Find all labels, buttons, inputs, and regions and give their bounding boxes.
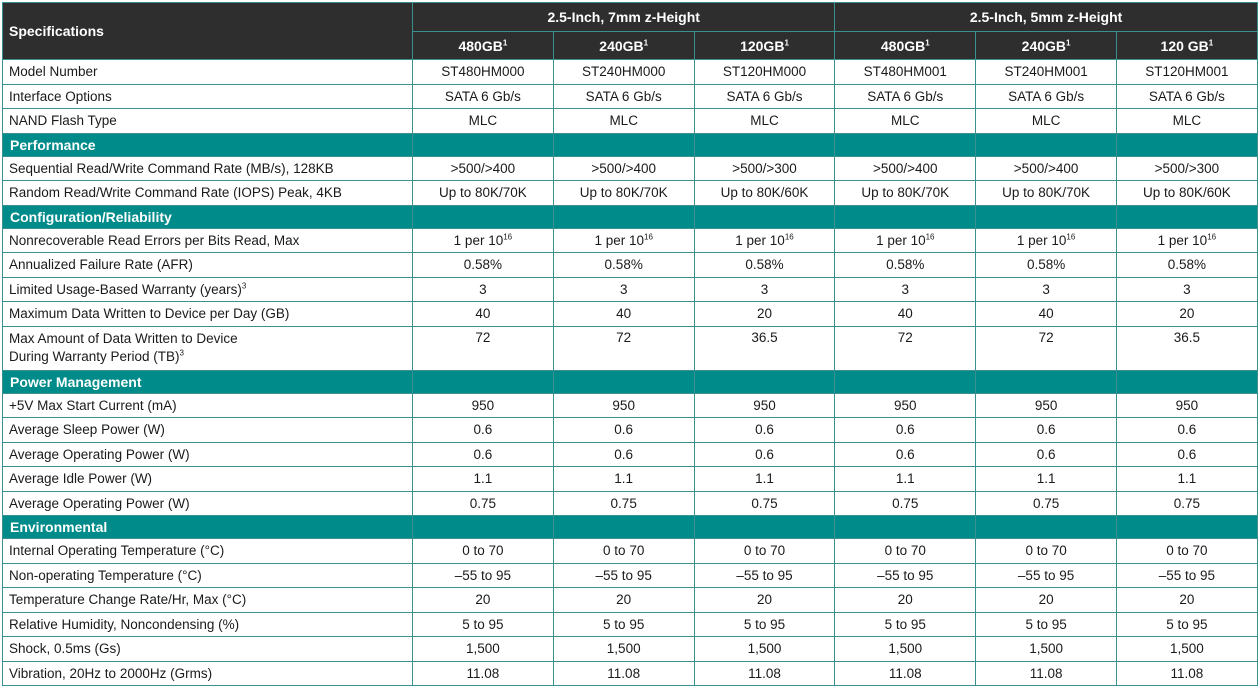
table-cell: 1.1: [1116, 467, 1257, 492]
table-cell: MLC: [1116, 109, 1257, 134]
table-cell: 0.75: [413, 491, 554, 516]
table-cell: ST120HM000: [694, 60, 835, 85]
table-cell: 3: [694, 277, 835, 302]
table-cell: Up to 80K/70K: [976, 181, 1117, 206]
row-label: Limited Usage-Based Warranty (years)$^3$: [3, 277, 413, 302]
table-cell: 0.75: [694, 491, 835, 516]
table-cell: 20: [1116, 588, 1257, 613]
table-row: [3, 60, 1258, 85]
table-cell: 0.6: [976, 442, 1117, 467]
table-cell: –55 to 95: [976, 563, 1117, 588]
table-cell: SATA 6 Gb/s: [413, 84, 554, 109]
table-cell: SATA 6 Gb/s: [1116, 84, 1257, 109]
table-cell: 0.6: [835, 418, 976, 443]
row-label: Average Operating Power (W): [3, 442, 413, 467]
table-cell: 0.58%: [976, 253, 1117, 278]
table-cell: MLC: [976, 109, 1117, 134]
table-cell: Up to 80K/70K: [413, 181, 554, 206]
table-cell: ST120HM001: [1116, 60, 1257, 85]
table-cell: 0.58%: [835, 253, 976, 278]
table-cell: 0.75: [1116, 491, 1257, 516]
section-filler-cell: [835, 370, 976, 393]
section-header-row: [3, 133, 1258, 156]
table-cell: 0 to 70: [694, 539, 835, 564]
table-cell: 11.08: [976, 661, 1117, 686]
table-cell: 950: [413, 393, 554, 418]
capacity-header: $480GB^1$: [835, 32, 976, 60]
table-cell: 0.6: [694, 418, 835, 443]
table-cell: 1.1: [553, 467, 694, 492]
table-row: [3, 326, 1258, 370]
table-cell: 950: [976, 393, 1117, 418]
table-cell: 0.6: [976, 418, 1117, 443]
spec-table: [2, 2, 1258, 686]
row-label: Shock, 0.5ms (Gs): [3, 637, 413, 662]
table-cell: 11.08: [694, 661, 835, 686]
section-filler-cell: [1116, 370, 1257, 393]
table-cell: 0.6: [413, 418, 554, 443]
table-cell: 1,500: [694, 637, 835, 662]
table-cell: 1 per $10^{16}$: [835, 228, 976, 253]
row-label: Maximum Data Written to Device per Day (GB): [3, 302, 413, 327]
table-cell: 3: [835, 277, 976, 302]
row-label: Random Read/Write Command Rate (IOPS) Peak, 4KB: [3, 181, 413, 206]
section-filler-cell: [835, 516, 976, 539]
table-cell: 1 per $10^{16}$: [553, 228, 694, 253]
table-cell: 950: [835, 393, 976, 418]
table-row: [3, 491, 1258, 516]
table-cell: MLC: [553, 109, 694, 134]
table-cell: 5 to 95: [1116, 612, 1257, 637]
section-filler-cell: [694, 370, 835, 393]
table-row: [3, 442, 1258, 467]
table-cell: 0.6: [553, 418, 694, 443]
table-cell: 40: [976, 302, 1117, 327]
table-cell: Up to 80K/70K: [553, 181, 694, 206]
table-cell: 0.75: [976, 491, 1117, 516]
section-filler-cell: [413, 516, 554, 539]
table-cell: 36.5: [1116, 326, 1257, 370]
table-cell: 0.6: [1116, 418, 1257, 443]
table-cell: –55 to 95: [1116, 563, 1257, 588]
table-cell: 5 to 95: [976, 612, 1117, 637]
section-filler-cell: [413, 133, 554, 156]
section-filler-cell: [976, 370, 1117, 393]
row-label: Sequential Read/Write Command Rate (MB/s), 128KB: [3, 156, 413, 181]
table-cell: 950: [1116, 393, 1257, 418]
section-filler-cell: [1116, 205, 1257, 228]
section-filler-cell: [976, 205, 1117, 228]
section-filler-cell: [413, 205, 554, 228]
table-row: [3, 588, 1258, 613]
table-row: [3, 418, 1258, 443]
table-cell: 3: [553, 277, 694, 302]
table-cell: 1 per $10^{16}$: [694, 228, 835, 253]
table-cell: 1,500: [553, 637, 694, 662]
table-cell: 5 to 95: [413, 612, 554, 637]
section-title: Configuration/Reliability: [3, 205, 413, 228]
table-cell: 20: [694, 302, 835, 327]
section-title: Power Management: [3, 370, 413, 393]
section-filler-cell: [835, 205, 976, 228]
table-row: [3, 228, 1258, 253]
table-cell: Up to 80K/60K: [694, 181, 835, 206]
table-cell: >500/>300: [1116, 156, 1257, 181]
row-label: Average Operating Power (W): [3, 491, 413, 516]
table-cell: 11.08: [1116, 661, 1257, 686]
table-row: [3, 109, 1258, 134]
section-filler-cell: [413, 370, 554, 393]
table-cell: 0 to 70: [413, 539, 554, 564]
capacity-header: $120GB^1$: [694, 32, 835, 60]
table-cell: Up to 80K/70K: [835, 181, 976, 206]
table-row: [3, 563, 1258, 588]
table-cell: –55 to 95: [835, 563, 976, 588]
table-cell: 0 to 70: [553, 539, 694, 564]
table-cell: 1 per $10^{16}$: [413, 228, 554, 253]
table-cell: 1 per $10^{16}$: [976, 228, 1117, 253]
section-filler-cell: [553, 516, 694, 539]
capacity-header: 120 $GB^1$: [1116, 32, 1257, 60]
table-cell: 5 to 95: [694, 612, 835, 637]
table-cell: 72: [413, 326, 554, 370]
row-label: Interface Options: [3, 84, 413, 109]
table-row: [3, 277, 1258, 302]
row-label: Model Number: [3, 60, 413, 85]
table-cell: ST480HM001: [835, 60, 976, 85]
table-cell: 40: [553, 302, 694, 327]
table-cell: 36.5: [694, 326, 835, 370]
table-row: [3, 637, 1258, 662]
table-cell: MLC: [413, 109, 554, 134]
table-cell: >500/>400: [835, 156, 976, 181]
table-cell: 950: [553, 393, 694, 418]
section-header-row: [3, 370, 1258, 393]
table-cell: 0.6: [413, 442, 554, 467]
section-filler-cell: [1116, 516, 1257, 539]
table-cell: ST480HM000: [413, 60, 554, 85]
table-cell: 0.75: [553, 491, 694, 516]
table-cell: 0 to 70: [1116, 539, 1257, 564]
table-cell: 3: [976, 277, 1117, 302]
table-row: [3, 467, 1258, 492]
capacity-header: $240GB^1$: [976, 32, 1117, 60]
row-label: Average Idle Power (W): [3, 467, 413, 492]
table-cell: 3: [1116, 277, 1257, 302]
table-cell: 11.08: [553, 661, 694, 686]
table-cell: 5 to 95: [835, 612, 976, 637]
table-cell: 20: [1116, 302, 1257, 327]
table-cell: 11.08: [413, 661, 554, 686]
section-header-row: [3, 516, 1258, 539]
table-cell: 0.58%: [413, 253, 554, 278]
section-filler-cell: [976, 516, 1117, 539]
table-cell: 950: [694, 393, 835, 418]
table-cell: SATA 6 Gb/s: [553, 84, 694, 109]
table-cell: –55 to 95: [694, 563, 835, 588]
section-filler-cell: [835, 133, 976, 156]
section-title: Environmental: [3, 516, 413, 539]
table-cell: –55 to 95: [553, 563, 694, 588]
table-cell: 0.58%: [694, 253, 835, 278]
row-label: +5V Max Start Current (mA): [3, 393, 413, 418]
table-row: [3, 393, 1258, 418]
section-filler-cell: [694, 133, 835, 156]
row-label: Annualized Failure Rate (AFR): [3, 253, 413, 278]
table-cell: 3: [413, 277, 554, 302]
table-cell: 20: [553, 588, 694, 613]
capacity-header: $480GB^1$: [413, 32, 554, 60]
table-cell: ST240HM000: [553, 60, 694, 85]
table-cell: 0.6: [835, 442, 976, 467]
group-header-5mm: 2.5-Inch, 5mm z-Height: [835, 3, 1257, 32]
table-cell: >500/>300: [694, 156, 835, 181]
section-filler-cell: [553, 370, 694, 393]
table-cell: 0.58%: [1116, 253, 1257, 278]
row-label: Internal Operating Temperature (°C): [3, 539, 413, 564]
table-cell: Up to 80K/60K: [1116, 181, 1257, 206]
table-cell: 1.1: [694, 467, 835, 492]
table-cell: 1 per $10^{16}$: [1116, 228, 1257, 253]
table-row: [3, 661, 1258, 686]
table-cell: 20: [694, 588, 835, 613]
table-row: [3, 253, 1258, 278]
table-cell: SATA 6 Gb/s: [976, 84, 1117, 109]
section-filler-cell: [1116, 133, 1257, 156]
specifications-header: Specifications: [3, 3, 413, 60]
section-filler-cell: [976, 133, 1117, 156]
table-cell: 5 to 95: [553, 612, 694, 637]
table-row: [3, 156, 1258, 181]
row-label: Temperature Change Rate/Hr, Max (°C): [3, 588, 413, 613]
table-cell: >500/>400: [413, 156, 554, 181]
table-cell: 1.1: [976, 467, 1117, 492]
table-cell: 1,500: [976, 637, 1117, 662]
table-cell: 0.75: [835, 491, 976, 516]
row-label: NAND Flash Type: [3, 109, 413, 134]
table-cell: 1,500: [1116, 637, 1257, 662]
table-cell: 20: [976, 588, 1117, 613]
table-cell: ST240HM001: [976, 60, 1117, 85]
table-cell: 0.6: [1116, 442, 1257, 467]
table-cell: 72: [976, 326, 1117, 370]
row-label: Nonrecoverable Read Errors per Bits Read, Max: [3, 228, 413, 253]
row-label: Max Amount of Data Written to Device During Warranty Period (TB)$^3$: [3, 326, 413, 370]
spec-table-body: [3, 60, 1258, 686]
table-cell: SATA 6 Gb/s: [835, 84, 976, 109]
table-cell: 0.58%: [553, 253, 694, 278]
table-cell: >500/>400: [976, 156, 1117, 181]
section-header-row: [3, 205, 1258, 228]
row-label: Non-operating Temperature (°C): [3, 563, 413, 588]
table-cell: 0.6: [553, 442, 694, 467]
table-cell: –55 to 95: [413, 563, 554, 588]
section-title: Performance: [3, 133, 413, 156]
table-cell: 0.6: [694, 442, 835, 467]
row-label: Average Sleep Power (W): [3, 418, 413, 443]
table-cell: 1.1: [413, 467, 554, 492]
table-row: [3, 181, 1258, 206]
table-cell: 1.1: [835, 467, 976, 492]
row-label: Relative Humidity, Noncondensing (%): [3, 612, 413, 637]
table-cell: 40: [835, 302, 976, 327]
table-row: [3, 612, 1258, 637]
section-filler-cell: [694, 516, 835, 539]
table-cell: SATA 6 Gb/s: [694, 84, 835, 109]
table-cell: 20: [835, 588, 976, 613]
table-cell: 0 to 70: [835, 539, 976, 564]
group-header-7mm: 2.5-Inch, 7mm z-Height: [413, 3, 835, 32]
section-filler-cell: [553, 133, 694, 156]
table-cell: >500/>400: [553, 156, 694, 181]
table-row: [3, 84, 1258, 109]
table-cell: 11.08: [835, 661, 976, 686]
table-cell: 20: [413, 588, 554, 613]
table-cell: 72: [553, 326, 694, 370]
table-cell: 40: [413, 302, 554, 327]
table-row: [3, 539, 1258, 564]
table-cell: 72: [835, 326, 976, 370]
row-label: Vibration, 20Hz to 2000Hz (Grms): [3, 661, 413, 686]
table-cell: 0 to 70: [976, 539, 1117, 564]
capacity-header: $240GB^1$: [553, 32, 694, 60]
table-cell: 1,500: [835, 637, 976, 662]
table-cell: MLC: [835, 109, 976, 134]
table-cell: 1,500: [413, 637, 554, 662]
table-row: [3, 302, 1258, 327]
section-filler-cell: [694, 205, 835, 228]
section-filler-cell: [553, 205, 694, 228]
table-cell: MLC: [694, 109, 835, 134]
